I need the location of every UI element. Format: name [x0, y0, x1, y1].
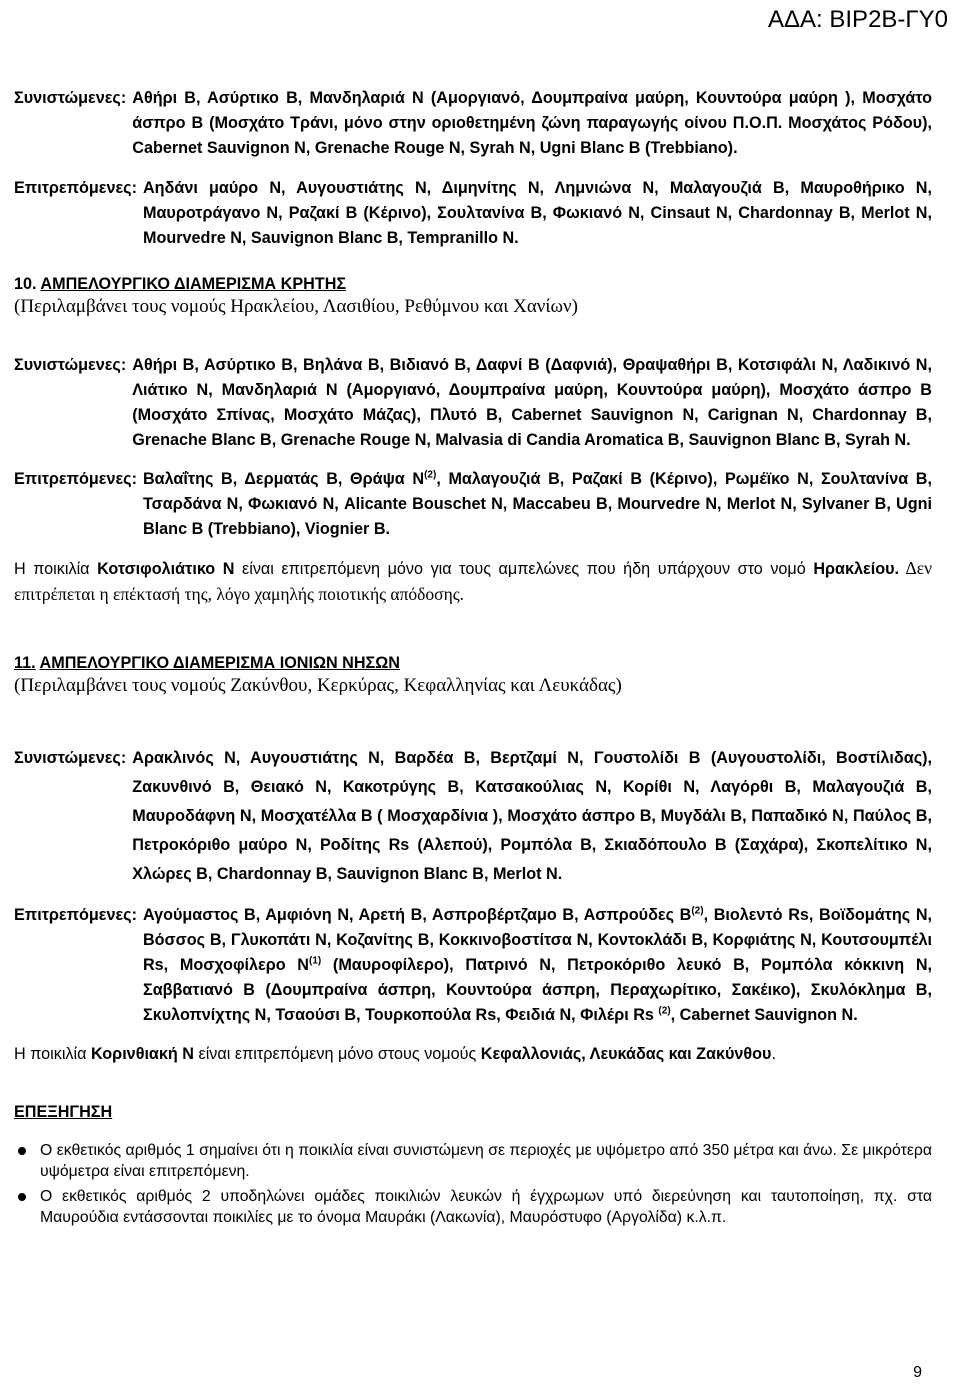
bullet-icon	[18, 1193, 26, 1201]
section-10-permitted	[14, 467, 932, 542]
section-11	[14, 652, 932, 1067]
section-11-recommended-label: Συνιστώμενες:	[14, 749, 127, 767]
note-variety: Κοτσιφολιάτικο Ν	[97, 560, 235, 578]
section-10-permitted-text	[143, 467, 932, 542]
recommended-varieties	[14, 86, 932, 161]
section-10-permitted-label: Επιτρεπόμενες:	[14, 470, 137, 488]
recommended-text: Αθήρι Β, Ασύρτικο Β, Μανδηλαριά Ν (Αμοργιανό, Δουμπραίνα μαύρη, Κουντούρα μαύρη ), Μοσχάτο άσπρο Β (Μοσχάτο Τράνι, μόνο στην οριοθετημένη ζώνη παραγωγής οίνου Π.Ο.Π. Μοσχάτος Ρόδου), Cabernet Sauvignon Ν, Grenache Rouge Ν, Syrah Ν, Ugni Blanc Β (Trebbiano).	[132, 89, 932, 157]
permitted-text-part: , Μαλαγουζιά Β, Ραζακί Β (Κέρινο), Ρωμέϊκο Ν, Σουλτανίνα Β, Τσαρδάνα Ν, Φωκιανό Ν, Alicante Bouschet Ν, Maccabeu Β, Mourvedre Ν, Merlot Ν, Sylvaner Β, Ugni Blanc Β (Trebbiano), Viognier Β.	[142, 470, 932, 538]
section-11-number: 11.	[14, 654, 36, 672]
section-10-number: 10.	[14, 275, 37, 293]
permitted-label: Επιτρεπόμενες:	[14, 179, 137, 197]
list-item	[14, 1186, 932, 1228]
section-11-permitted	[14, 903, 932, 1028]
note-text: είναι επιτρεπόμενη μόνο στους νομούς	[194, 1045, 481, 1063]
document-code: ΑΔΑ: ΒΙΡ2Β-ΓΥ0	[768, 6, 948, 33]
section-11-heading	[14, 652, 932, 674]
note-variety: Κορινθιακή Ν	[90, 1045, 194, 1063]
permitted-text: Αηδάνι μαύρο Ν, Αυγουστιάτης Ν, Διμηνίτης Ν, Λημνιώνα Ν, Μαλαγουζιά Β, Μαυροθήρικο Ν, Μαυροτράγανο Ν, Ραζακί Β (Κέρινο), Σουλτανίνα Β, Φωκιανό Ν, Cinsaut Ν, Chardonnay Β, Merlot Ν, Mourvedre Ν, Sauvignon Blanc Β, Tempranillo Ν.	[142, 179, 932, 247]
bullet-icon	[18, 1147, 26, 1155]
section-11-note	[14, 1042, 932, 1067]
section-11-subtitle: (Περιλαμβάνει τους νομούς Ζακύνθου, Κερκύρας, Κεφαλληνίας και Λευκάδας)	[14, 675, 622, 696]
explanation-item-text: Ο εκθετικός αριθμός 2 υποδηλώνει ομάδες ποικιλιών λευκών ή έγχρωμων υπό διερεύνηση και ταυτοποίηση, πχ. στα Μαυρούδια εντάσσονται ποικιλίες με το όνομα Μαυράκι (Λακωνία), Μαυρόστυφο (Αργολίδα) κ.λ.π.	[40, 1188, 932, 1226]
permitted-text-part: Αγούμαστος Β, Αμφιόνη Ν, Αρετή Β, Ασπροβέρτζαμο Β, Ασπρούδες Β	[142, 906, 692, 924]
section-10	[14, 273, 932, 608]
list-item	[14, 1140, 932, 1182]
footnote-marker: (2)	[658, 1005, 671, 1017]
section-10-note	[14, 556, 932, 608]
note-text: είναι επιτρεπόμενη μόνο για τους αμπελώνες που ήδη υπάρχουν στο νομό	[234, 560, 814, 578]
permitted-text-part: , Βιολεντό Rs, Βοϊδομάτης Ν, Βόσσος Β, Γλυκοπάτι Ν, Κοζανίτης Β, Κοκκινοβοστίτσα Ν, Κοντοκλάδι Β, Κορφιάτης Ν, Κουτσουμπέλι Rs, Μοσχοφίλερο Ν	[142, 906, 933, 974]
permitted-varieties	[14, 176, 932, 251]
footnote-marker: (2)	[424, 469, 437, 481]
section-10-heading	[14, 273, 932, 295]
section-11-recommended-text: Αρακλινός Ν, Αυγουστιάτης Ν, Βαρδέα Β, Βερτζαμί Ν, Γουστολίδι Β (Αυγουστολίδι, Βοστίλιδας), Ζακυνθινό Β, Θειακό Ν, Κακοτρύγης Β, Κατσακούλιας Ν, Κορίθι Ν, Λαγόρθι Β, Μαλαγουζιά Β, Μαυροδάφνη Ν, Μοσχατέλλα Β ( Μοσχαρδίνια ), Μοσχάτο άσπρο Β, Μυγδάλι Β, Παπαδικό Ν, Παύλος Β, Πετροκόριθο μαύρο Ν, Ροδίτης Rs (Αλεπού), Ρομπόλα Β, Σκιαδόπουλο Β (Σαχάρα), Σκοπελίτικο Ν, Χλώρες Β, Chardonnay Β, Sauvignon Blanc Β, Merlot Ν.	[132, 749, 932, 883]
section-11-permitted-label: Επιτρεπόμενες:	[14, 906, 137, 924]
footnote-marker: (1)	[309, 955, 322, 967]
explanation-section	[14, 1103, 932, 1228]
explanation-item-text: Ο εκθετικός αριθμός 1 σημαίνει ότι η ποικιλία είναι συνιστώμενη σε περιοχές με υψόμετρο από 350 μέτρα και άνω. Σε μικρότερα υψόμετρα είναι επιτρεπόμενη.	[40, 1142, 932, 1180]
explanation-list	[14, 1140, 932, 1228]
section-10-recommended-text: Αθήρι Β, Ασύρτικο Β, Βηλάνα Β, Βιδιανό Β, Δαφνί Β (Δαφνιά), Θραψαθήρι Β, Κοτσιφάλι Ν, Λαδικινό Ν, Λιάτικο Ν, Μανδηλαριά Ν (Αμοργιανό, Δουμπραίνα μαύρη, Κουντούρα μαύρη), Μοσχάτο άσπρο Β (Μοσχάτο Σπίνας, Μοσχάτο Μάζας), Πλυτό Β, Cabernet Sauvignon Ν, Carignan Ν, Chardonnay Β, Grenache Blanc Β, Grenache Rouge Ν, Malvasia di Candia Aromatica Β, Sauvignon Blanc Β, Syrah Ν.	[132, 356, 932, 449]
note-region: Ηρακλείου.	[813, 560, 900, 578]
recommended-label: Συνιστώμενες:	[14, 89, 127, 107]
note-text: .	[771, 1045, 776, 1063]
section-10-title: ΑΜΠΕΛΟΥΡΓΙΚΟ ΔΙΑΜΕΡΙΣΜΑ ΚΡΗΤΗΣ	[40, 275, 347, 293]
section-10-recommended	[14, 353, 932, 453]
note-text: Δεν επιτρέπεται η επέκτασή της, λόγο χαμηλής ποιοτικής απόδοσης.	[14, 558, 932, 604]
permitted-text-part: (Μαυροφίλερο), Πατρινό Ν, Πετροκόριθο λευκό Β, Ρομπόλα κόκκινη Ν, Σαββατιανό Β (Δουμπραίνα άσπρη, Κουντούρα άσπρη, Περαχωρίτικο, Σακέικο), Σκυλόκλημα Β, Σκυλοπνίχτης Ν, Τσαούσι Β, Τουρκοπούλα Rs, Φειδιά Ν, Φιλέρι Rs	[142, 956, 933, 1024]
section-11-title: ΑΜΠΕΛΟΥΡΓΙΚΟ ΔΙΑΜΕΡΙΣΜΑ ΙΟΝΙΩΝ ΝΗΣΩΝ	[39, 654, 400, 672]
permitted-text-part: , Cabernet Sauvignon Ν.	[670, 1006, 858, 1024]
permitted-text-part: Βαλαΐτης Β, Δερματάς Β, Θράψα Ν	[142, 470, 425, 488]
section-11-permitted-text	[143, 903, 932, 1028]
note-region: Κεφαλλονιάς, Λευκάδας και Ζακύνθου	[480, 1045, 772, 1063]
explanation-title: ΕΠΕΞΗΓΗΣΗ	[14, 1103, 113, 1121]
note-text: Η ποικιλία	[14, 1045, 91, 1063]
page-number: 9	[913, 1364, 922, 1381]
section-10-subtitle: (Περιλαμβάνει τους νομούς Ηρακλείου, Λασιθίου, Ρεθύμνου και Χανίων)	[14, 296, 578, 317]
section-11-recommended	[14, 744, 932, 889]
footnote-marker: (2)	[691, 905, 704, 917]
note-text: Η ποικιλία	[14, 560, 98, 578]
document-body	[14, 86, 932, 1228]
section-10-recommended-label: Συνιστώμενες:	[14, 356, 127, 374]
